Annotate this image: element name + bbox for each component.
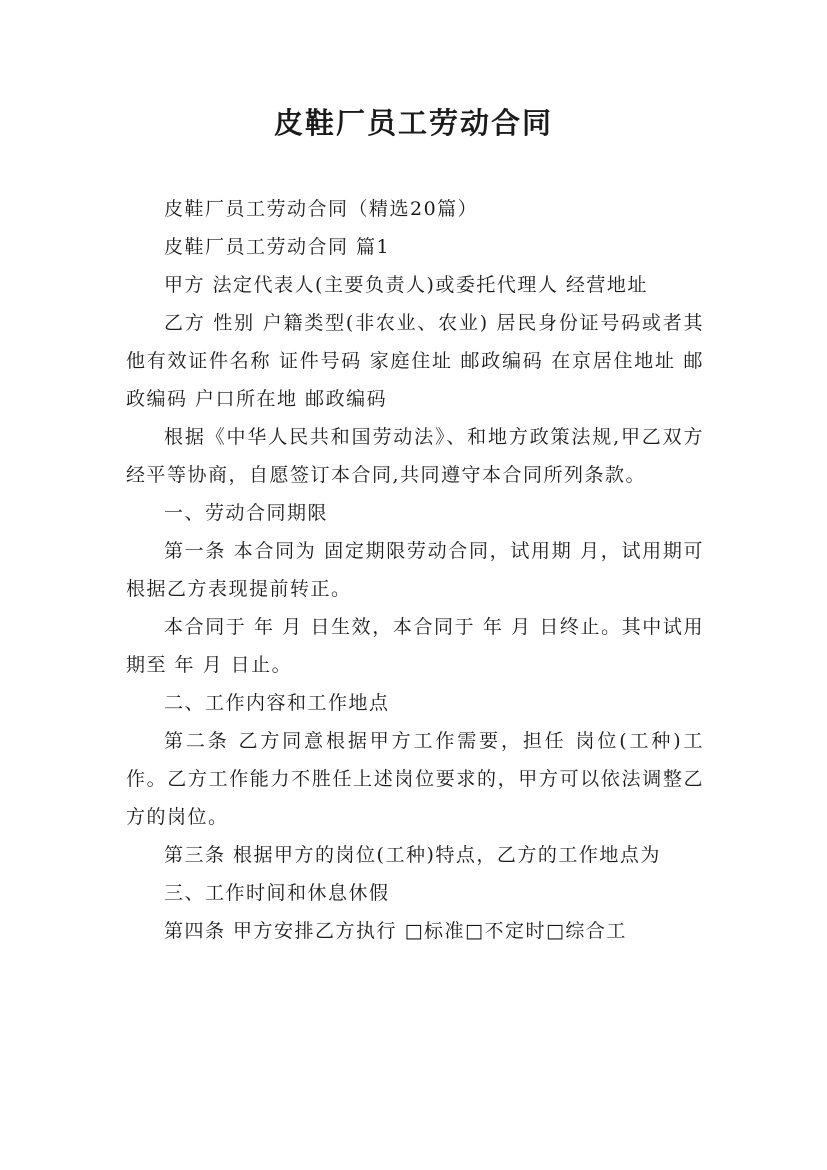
document-title: 皮鞋厂员工劳动合同	[273, 106, 553, 140]
document-body	[126, 190, 704, 950]
paragraph-preamble: 根据《中华人民共和国劳动法》、和地方政策法规,甲乙双方经平等协商，自愿签订本合同,共同遵守本合同所列条款。	[126, 426, 704, 486]
paragraph-article-1: 第一条 本合同为 固定期限劳动合同，试用期 月，试用期可根据乙方表现提前转正。	[126, 540, 704, 600]
paragraph-subtitle: 皮鞋厂员工劳动合同（精选20篇）	[164, 198, 479, 220]
heading-contract-term: 一、劳动合同期限	[164, 502, 329, 524]
heading-work-hours: 三、工作时间和休息休假	[164, 882, 390, 904]
paragraph-article-4: 第四条 甲方安排乙方执行 □标准□不定时□综合工	[164, 920, 627, 942]
paragraph-article-3: 第三条 根据甲方的岗位(工种)特点，乙方的工作地点为	[164, 844, 661, 866]
paragraph-party-a: 甲方 法定代表人(主要负责人)或委托代理人 经营地址	[164, 274, 648, 296]
paragraph-party-b: 乙方 性别 户籍类型(非农业、农业) 居民身份证号码或者其他有效证件名称 证件号码 家庭住址 邮政编码 在京居住地址 邮政编码 户口所在地 邮政编码	[126, 312, 704, 410]
paragraph-article-2: 第二条 乙方同意根据甲方工作需要，担任 岗位(工种)工作。乙方工作能力不胜任上述岗位要求的，甲方可以依法调整乙方的岗位。	[126, 730, 704, 828]
paragraph-effective-dates: 本合同于 年 月 日生效，本合同于 年 月 日终止。其中试用期至 年 月 日止。	[126, 616, 704, 676]
paragraph-section-heading: 皮鞋厂员工劳动合同 篇1	[164, 236, 391, 258]
heading-work-content: 二、工作内容和工作地点	[164, 692, 390, 714]
